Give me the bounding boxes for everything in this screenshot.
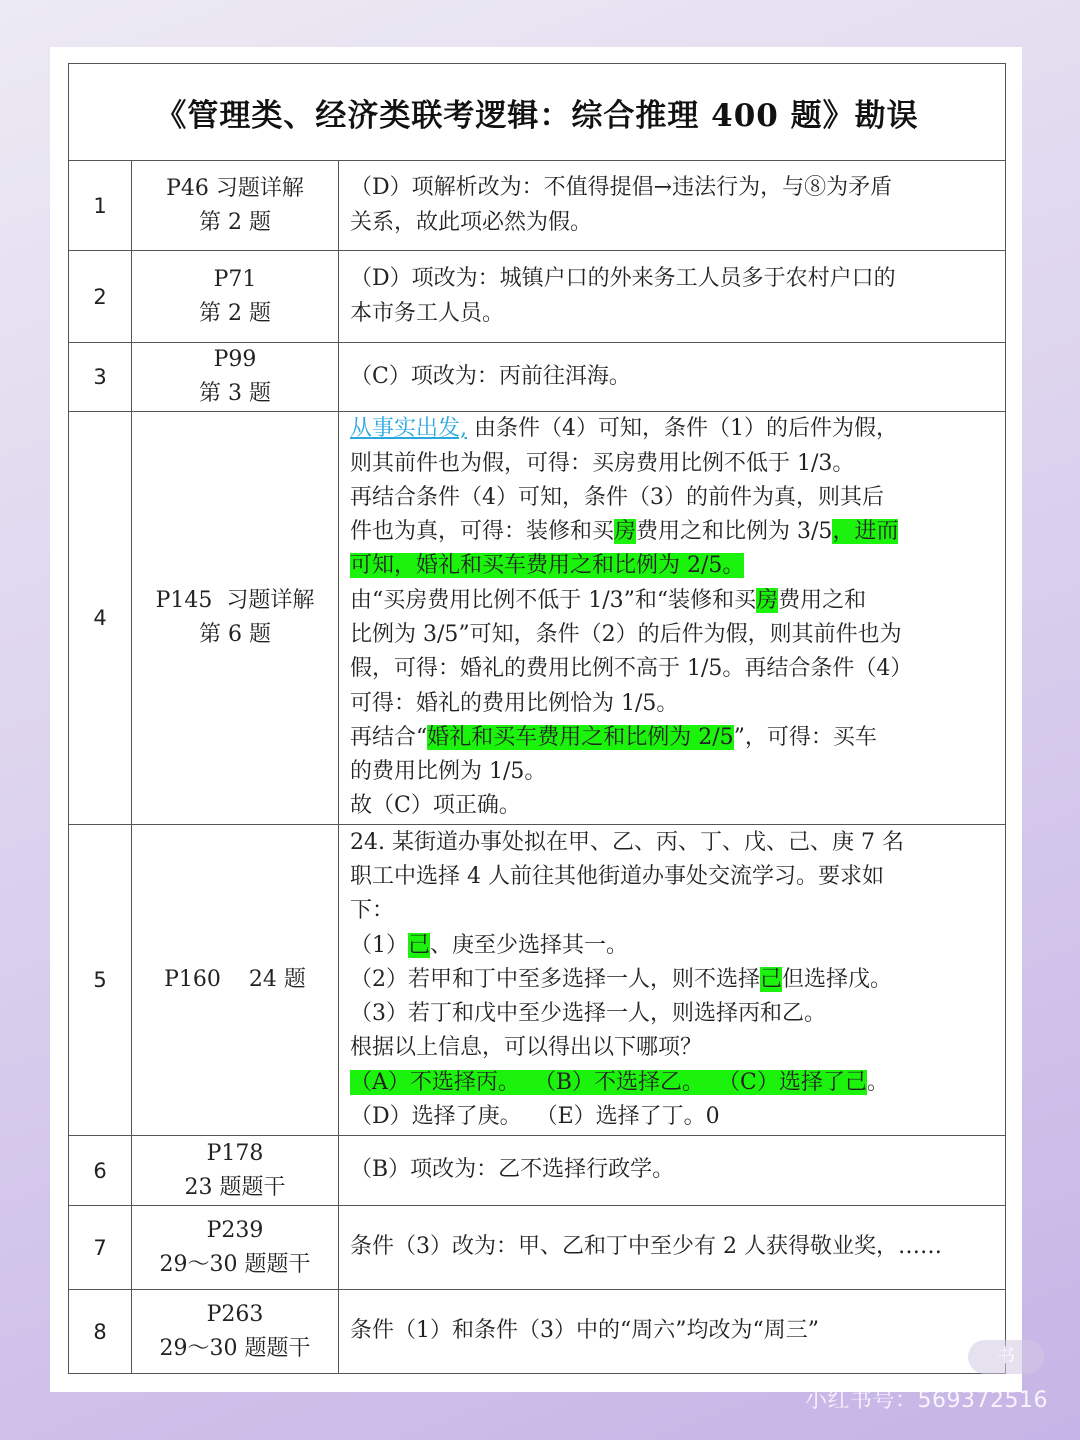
correction-line	[350, 515, 995, 549]
table-row	[69, 1206, 1006, 1290]
table-row	[69, 412, 1006, 825]
page-reference-line: P99	[213, 347, 257, 372]
correction-line	[350, 262, 995, 296]
row-number: 6	[69, 1136, 132, 1206]
page-reference	[132, 1136, 339, 1206]
page-reference-line: 23 题题干	[184, 1174, 286, 1200]
text-segment: （C）项改为：丙前往洱海。	[350, 363, 631, 389]
correction-line	[350, 171, 995, 205]
text-segment: 的费用比例为 1/5。	[350, 759, 547, 785]
correction-line	[350, 860, 995, 894]
correction-line	[350, 360, 995, 394]
correction-line	[350, 1153, 995, 1187]
page-reference-line: P160 24 题	[164, 967, 306, 992]
row-number: 4	[69, 412, 132, 825]
highlighted-text: 己	[760, 966, 783, 992]
table-row	[69, 251, 1006, 343]
correction-line	[350, 894, 995, 928]
page-reference	[132, 412, 339, 825]
page-reference	[132, 343, 339, 412]
row-number: 2	[69, 251, 132, 343]
correction-line	[350, 447, 995, 481]
correction-line	[350, 1100, 995, 1134]
page-reference-line: P263	[206, 1301, 264, 1327]
table-row	[69, 1290, 1006, 1374]
text-segment: 比例为 3/5”可知，条件（2）的后件为假，则其前件也为	[350, 622, 902, 647]
correction-content	[339, 1206, 1006, 1290]
correction-content	[339, 251, 1006, 343]
text-segment: 故（C）项正确。	[350, 793, 521, 819]
correction-content	[339, 1290, 1006, 1374]
errata-table	[68, 63, 1006, 1374]
correction-line	[350, 206, 995, 240]
correction-line	[350, 481, 995, 515]
correction-line	[350, 997, 995, 1031]
highlighted-text: （A）不选择丙。 （B）不选择乙。 （C）选择了己	[350, 1069, 867, 1095]
correction-line	[350, 929, 995, 963]
correction-content	[339, 1136, 1006, 1206]
correction-content	[339, 825, 1006, 1136]
correction-line	[350, 789, 995, 823]
highlighted-text: 房	[614, 519, 637, 545]
correction-line	[350, 1230, 995, 1264]
text-segment: 职工中选择 4 人前往其他街道办事处交流学习。要求如	[350, 863, 884, 889]
correction-line	[350, 1066, 995, 1100]
text-segment: 再结合“	[350, 724, 428, 750]
correction-line	[350, 826, 995, 860]
correction-line	[350, 412, 995, 446]
watermark-text: 小红书号：569372516	[805, 1388, 1048, 1413]
text-segment: ”，可得：买车	[733, 724, 877, 750]
text-segment: 费用之和	[778, 587, 867, 613]
page-reference-line: 第 6 题	[199, 622, 271, 647]
text-segment: 本市务工人员。	[350, 300, 505, 326]
row-number: 7	[69, 1206, 132, 1290]
table-row	[69, 161, 1006, 251]
text-segment: （3）若丁和戊中至少选择一人，则选择丙和乙。	[350, 1001, 826, 1027]
correction-line	[350, 549, 995, 583]
page-reference-line: P239	[206, 1217, 264, 1243]
hyperlink-text[interactable]: 从事实出发,	[350, 416, 467, 442]
correction-line	[350, 1314, 995, 1348]
text-segment: （D）项改为：城镇户口的外来务工人员多于农村户口的	[350, 266, 896, 292]
page-reference	[132, 825, 339, 1136]
page-reference	[132, 1290, 339, 1374]
text-segment: 根据以上信息，可以得出以下哪项？	[350, 1035, 703, 1061]
correction-line	[350, 618, 995, 652]
page-reference	[132, 1206, 339, 1290]
row-number: 8	[69, 1290, 132, 1374]
document-title: 《管理类、经济类联考逻辑：综合推理 400 题》勘误	[69, 64, 1006, 161]
page-reference-line: 第 3 题	[199, 381, 271, 406]
page-reference-line: 第 2 题	[199, 209, 271, 235]
text-segment: 费用之和比例为 3/5	[636, 519, 833, 545]
page-reference-line: 29～30 题题干	[159, 1335, 311, 1361]
row-number: 5	[69, 825, 132, 1136]
text-segment: 条件（1）和条件（3）中的“周六”均改为“周三”	[350, 1318, 819, 1344]
text-segment: （2）若甲和丁中至多选择一人，则不选择	[350, 966, 760, 992]
text-segment: （B）项改为：乙不选择行政学。	[350, 1157, 675, 1183]
table-row	[69, 1136, 1006, 1206]
text-segment: 件也为真，可得：装修和买	[350, 519, 615, 545]
text-segment: 条件（3）改为：甲、乙和丁中至少有 2 人获得敬业奖，……	[350, 1234, 942, 1260]
correction-line	[350, 1031, 995, 1065]
text-segment: 下：	[350, 898, 395, 924]
text-segment: 由“买房费用比例不低于 1/3”和“装修和买	[350, 587, 757, 613]
text-segment: 。	[866, 1069, 889, 1095]
text-segment: 可得：婚礼的费用比例恰为 1/5。	[350, 690, 679, 716]
text-segment: 关系，故此项必然为假。	[350, 209, 593, 235]
correction-content	[339, 343, 1006, 412]
page-reference-line: 29～30 题题干	[159, 1251, 311, 1277]
page-reference-line: P178	[206, 1140, 264, 1166]
highlighted-text: 可知，婚礼和买车费用之和比例为 2/5。	[350, 553, 745, 579]
watermark-badge: 书	[968, 1340, 1044, 1374]
row-number: 1	[69, 161, 132, 251]
text-segment: 由条件（4）可知，条件（1）的后件为假，	[467, 416, 898, 442]
correction-line	[350, 687, 995, 721]
correction-content	[339, 161, 1006, 251]
text-segment: 24. 某街道办事处拟在甲、乙、丙、丁、戊、己、庚 7 名	[350, 829, 904, 855]
title-row	[69, 64, 1006, 161]
table-row	[69, 825, 1006, 1136]
correction-line	[350, 584, 995, 618]
text-segment: 、庚至少选择其一。	[430, 932, 629, 958]
correction-line	[350, 755, 995, 789]
text-segment: （D）选择了庚。 （E）选择了丁。0	[350, 1104, 720, 1130]
highlighted-text: 房	[756, 587, 779, 613]
highlighted-text: 婚礼和买车费用之和比例为 2/5	[427, 724, 734, 750]
correction-line	[350, 297, 995, 331]
page-reference-line: 第 2 题	[199, 300, 271, 326]
page-reference-line: P145 习题详解	[155, 588, 315, 613]
text-segment: 则其前件也为假，可得：买房费用比例不低于 1/3。	[350, 450, 855, 476]
text-segment: 再结合条件（4）可知，条件（3）的前件为真，则其后	[350, 484, 884, 510]
table-row	[69, 343, 1006, 412]
highlighted-text: ，进而	[832, 519, 899, 545]
page-reference	[132, 251, 339, 343]
page-reference	[132, 161, 339, 251]
correction-content	[339, 412, 1006, 825]
document-page	[50, 47, 1022, 1392]
page-reference-line: P71	[213, 266, 257, 292]
page-reference-line: P46 习题详解	[166, 175, 304, 201]
row-number: 3	[69, 343, 132, 412]
text-segment: 但选择戊。	[782, 966, 893, 992]
correction-line	[350, 652, 995, 686]
highlighted-text: 己	[408, 932, 431, 958]
text-segment: 假，可得：婚礼的费用比例不高于 1/5。再结合条件（4）	[350, 656, 913, 682]
correction-line	[350, 721, 995, 755]
text-segment: （D）项解析改为：不值得提倡→违法行为，与⑧为矛盾	[350, 175, 893, 201]
correction-line	[350, 963, 995, 997]
text-segment: （1）	[350, 932, 408, 958]
